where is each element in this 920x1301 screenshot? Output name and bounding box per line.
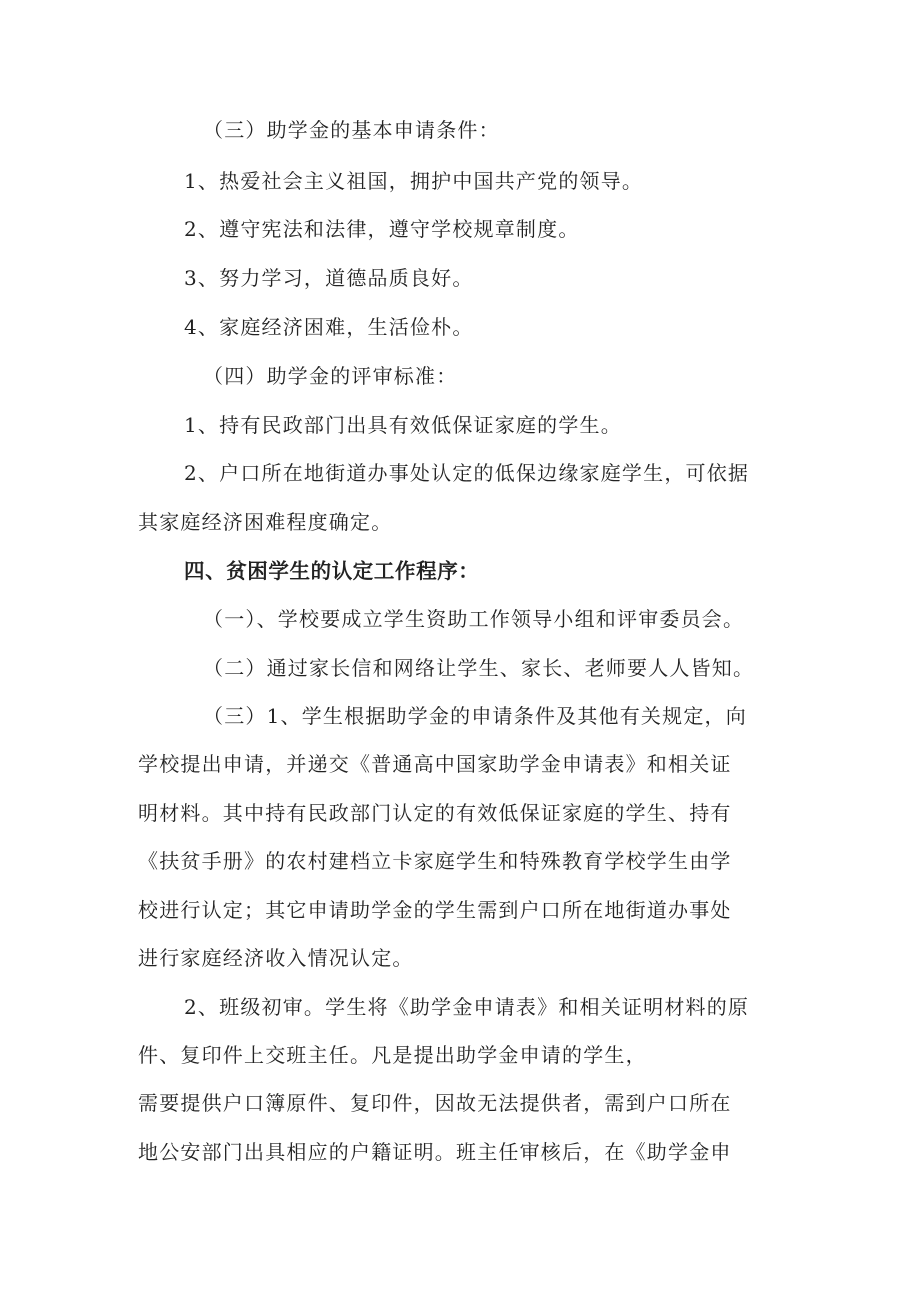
procedure-2: （二）通过家长信和网络让学生、家长、老师要人人皆知。 <box>203 656 755 680</box>
procedure-3-line-2: 学校提出申请，并递交《普通高中国家助学金申请表》和相关证 <box>138 752 732 776</box>
procedure-3-line-1: （三）1、学生根据助学金的申请条件及其他有关规定，向 <box>203 704 747 728</box>
procedure-3-line-6: 进行家庭经济收入情况认定。 <box>138 946 414 970</box>
section-4-heading: （四）助学金的评审标准： <box>203 364 458 388</box>
procedure-3-line-3: 明材料。其中持有民政部门认定的有效低保证家庭的学生、持有 <box>138 801 732 825</box>
standard-2: 2、户口所在地街道办事处认定的低保边缘家庭学生，可依据 <box>184 461 750 485</box>
chapter-4-heading: 四、贫困学生的认定工作程序： <box>184 559 480 583</box>
condition-1: 1、热爱社会主义祖国，拥护中国共产党的领导。 <box>184 169 644 193</box>
condition-2: 2、遵守宪法和法律，遵守学校规章制度。 <box>184 217 580 241</box>
procedure-4-line-3: 需要提供户口簿原件、复印件，因故无法提供者，需到户口所在 <box>138 1091 732 1115</box>
standard-1: 1、持有民政部门出具有效低保证家庭的学生。 <box>184 413 622 437</box>
procedure-3-line-4: 《扶贫手册》的农村建档立卡家庭学生和特殊教育学校学生由学 <box>138 849 732 873</box>
procedure-1: （一）、学校要成立学生资助工作领导小组和评审委员会。 <box>203 607 745 631</box>
procedure-4-line-1: 2、班级初审。学生将《助学金申请表》和相关证明材料的原 <box>184 995 750 1019</box>
standard-2-continued: 其家庭经济困难程度确定。 <box>138 510 393 534</box>
procedure-3-line-5: 校进行认定；其它申请助学金的学生需到户口所在地街道办事处 <box>138 898 732 922</box>
procedure-4-line-2: 件、复印件上交班主任。凡是提出助学金申请的学生， <box>138 1043 647 1067</box>
condition-4: 4、家庭经济困难，生活俭朴。 <box>184 315 474 339</box>
condition-3: 3、努力学习，道德品质良好。 <box>184 266 474 290</box>
procedure-4-line-4: 地公安部门出具相应的户籍证明。班主任审核后，在《助学金申 <box>138 1140 732 1164</box>
section-3-heading: （三）助学金的基本申请条件： <box>203 118 500 142</box>
